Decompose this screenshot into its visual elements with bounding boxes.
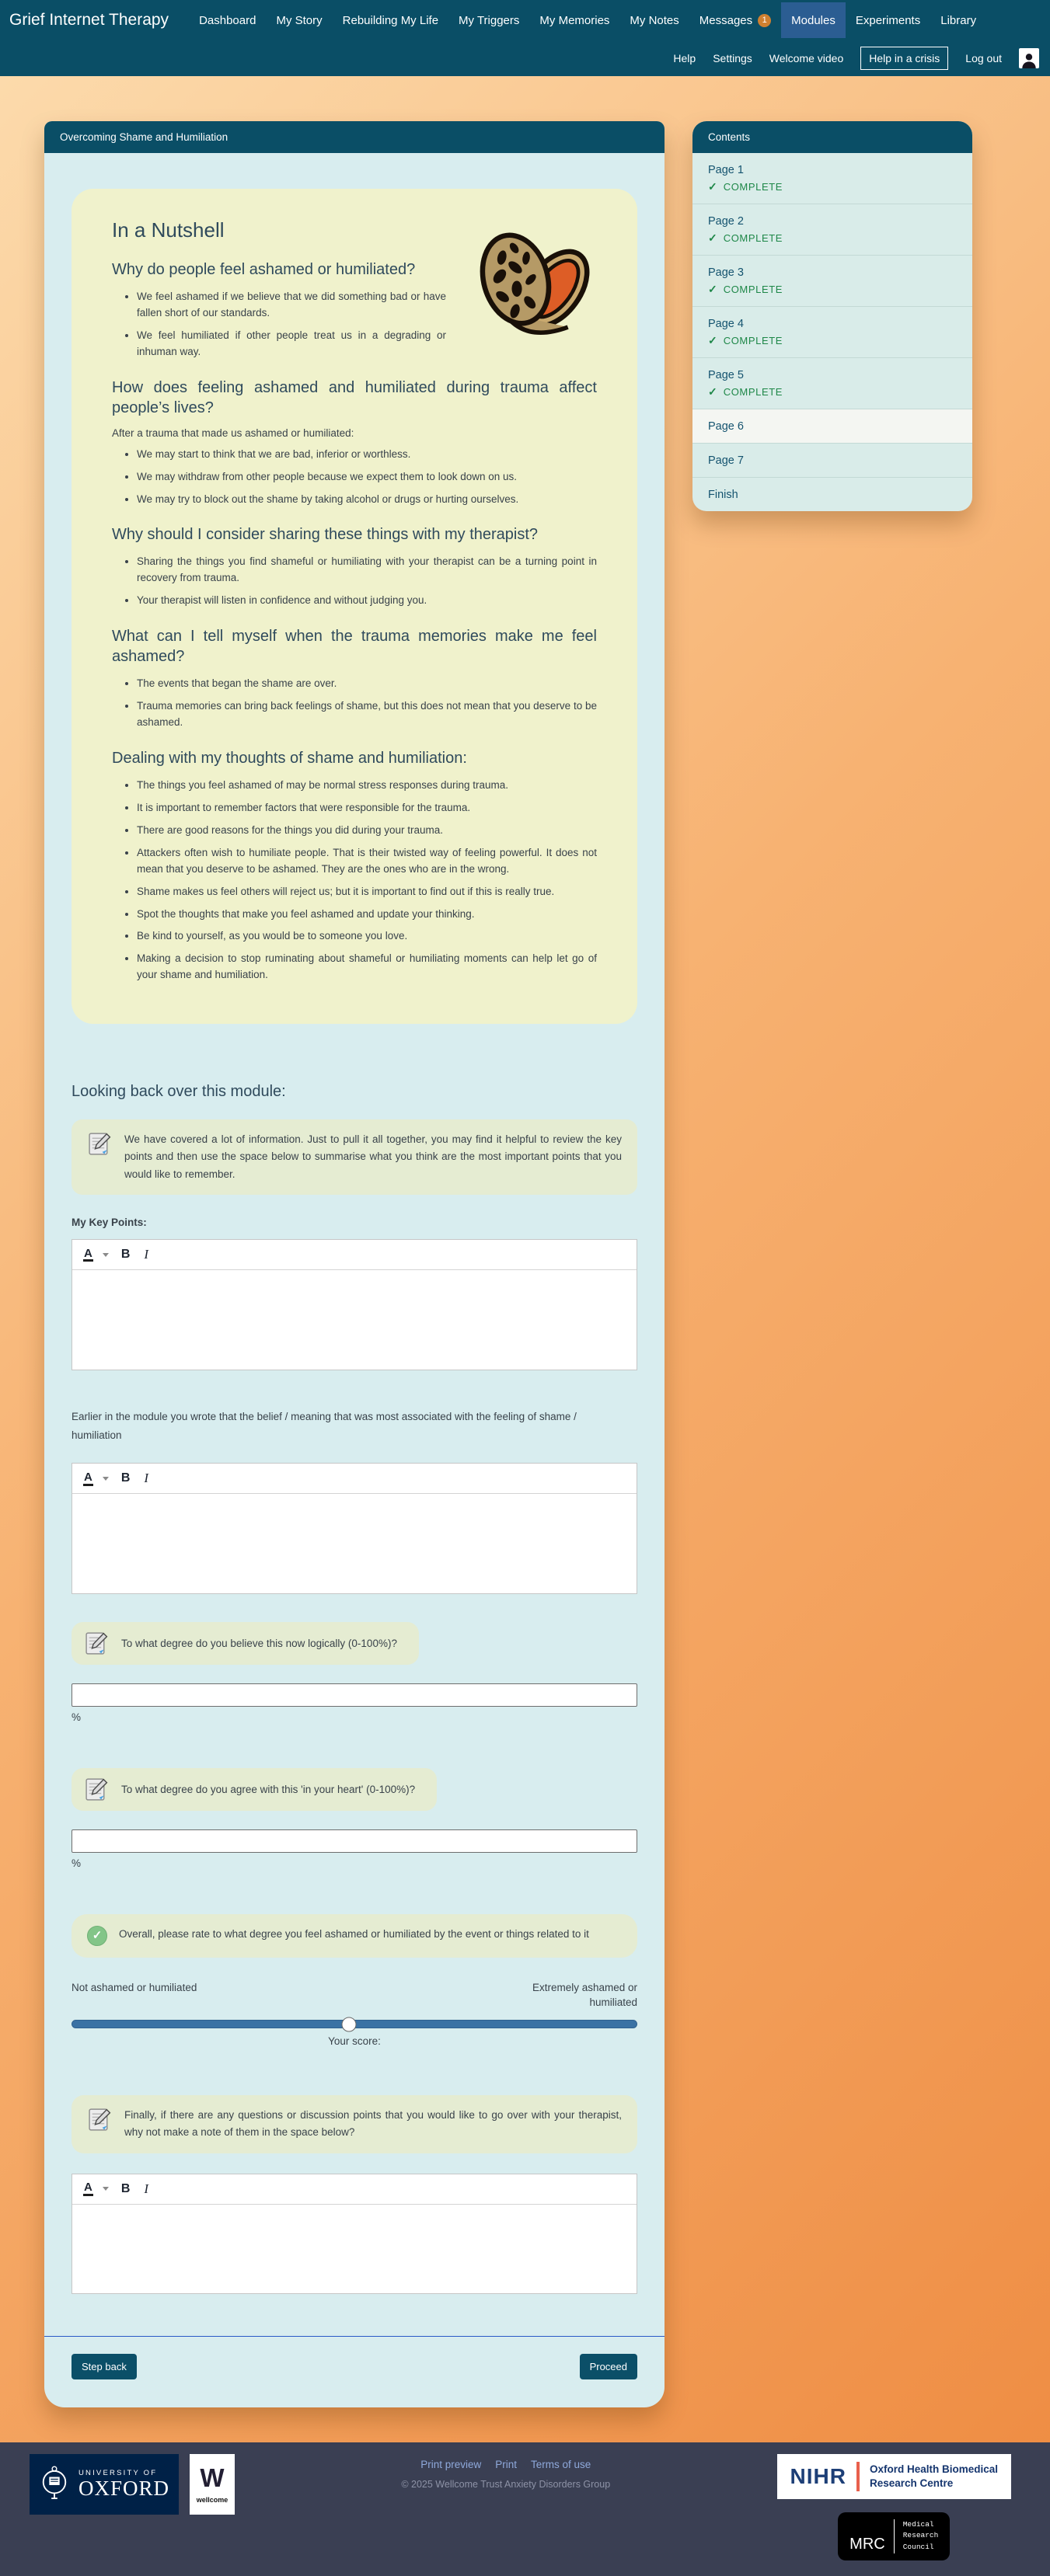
bullet-item: • We feel ashamed if we believe that we did something bad or have fallen short of our standards. xyxy=(137,289,597,322)
footer-links xyxy=(420,2459,591,2470)
bold-button[interactable]: B xyxy=(120,2181,131,2195)
contents-item-page-5[interactable]: Page 5 ✓ COMPLETE xyxy=(692,358,972,409)
bullet-list xyxy=(112,554,597,609)
oxford-crest-icon xyxy=(39,2462,70,2507)
bullet-item: • Shame makes us feel others will reject us; but it is important to find out if this is really true. xyxy=(137,884,597,900)
status-badge: ✓ COMPLETE xyxy=(708,231,783,244)
contents-item-page-6[interactable]: Page 6 xyxy=(692,409,972,444)
logical-question-text: To what degree do you believe this now logically (0-100%)? xyxy=(121,1637,397,1649)
italic-button[interactable]: I xyxy=(144,2181,149,2196)
contents-item-page-1[interactable]: Page 1 ✓ COMPLETE xyxy=(692,153,972,204)
summary-prompt-text: We have covered a lot of information. Just to pull it all together, you may find it helpful to review the key points and then use the space below to summarise what you think are the most important points that you would like to remember. xyxy=(124,1133,622,1180)
bullet-list xyxy=(112,778,597,983)
bold-button[interactable]: B xyxy=(120,1471,131,1485)
bullet-item: • Sharing the things you find shameful or humiliating with your therapist can be a turning point in recovery from trauma. xyxy=(137,554,597,587)
bullet-item: • It is important to remember factors that were responsible for the trauma. xyxy=(137,800,597,816)
nutshell-title: In a Nutshell xyxy=(112,218,225,242)
nav-item-my-triggers[interactable]: My Triggers xyxy=(459,13,520,27)
person-icon xyxy=(1020,51,1038,68)
shame-rating-slider[interactable] xyxy=(72,2020,637,2028)
slider-thumb[interactable] xyxy=(341,2017,356,2031)
bullet-item: • We feel humiliated if other people treat us in a degrading or inhuman way. xyxy=(137,328,597,360)
contents-item-page-4[interactable]: Page 4 ✓ COMPLETE xyxy=(692,307,972,358)
key-points-label: My Key Points: xyxy=(72,1217,147,1228)
discussion-prompt-text: Finally, if there are any questions or discussion points that you would like to go over with your therapist, why not make a note of them in the space below? xyxy=(124,2109,622,2139)
bold-button[interactable]: B xyxy=(120,1248,131,1261)
bullet-item: • Your therapist will listen in confidence and without judging you. xyxy=(137,593,597,609)
review-heading: Looking back over this module: xyxy=(72,1083,286,1101)
logical-percent-input[interactable] xyxy=(72,1683,637,1707)
discussion-prompt-box xyxy=(72,2095,637,2153)
text-color-button[interactable]: A xyxy=(83,1248,93,1262)
status-badge: ✓ COMPLETE xyxy=(708,334,783,346)
check-icon: ✓ xyxy=(708,180,717,193)
heart-question-text: To what degree do you agree with this 'in your heart' (0-100%)? xyxy=(121,1783,416,1795)
score-label: Your score: xyxy=(328,2035,381,2048)
print-preview-link[interactable]: Print preview xyxy=(420,2458,482,2470)
percent-label: % xyxy=(72,1711,82,1724)
status-badge: ✓ COMPLETE xyxy=(708,385,783,398)
in-a-nutshell-panel xyxy=(72,189,637,1024)
note-pencil-icon xyxy=(84,1631,110,1656)
bullet-item: • There are good reasons for the things you did during your trauma. xyxy=(137,823,597,839)
check-circle-icon: ✓ xyxy=(87,1926,107,1946)
status-badge: ✓ COMPLETE xyxy=(708,180,783,193)
nav-item-library[interactable]: Library xyxy=(940,13,977,27)
section-heading: Why do people feel ashamed or humiliated? xyxy=(112,261,416,278)
heart-percent-input[interactable] xyxy=(72,1829,637,1853)
heart-belief-question xyxy=(72,1768,637,1869)
terms-of-use-link[interactable]: Terms of use xyxy=(531,2458,591,2470)
proceed-button[interactable]: Proceed xyxy=(580,2354,637,2379)
card-button-row xyxy=(72,2354,637,2386)
footer-center xyxy=(263,2454,749,2490)
slider-labels xyxy=(72,1981,637,2010)
nav-item-messages[interactable]: Messages 1 xyxy=(699,14,771,27)
site-footer xyxy=(0,2442,1050,2576)
chevron-down-icon[interactable] xyxy=(103,1253,109,1257)
nutshell-illustration xyxy=(466,220,597,343)
nav-link-help-in-a-crisis[interactable]: Help in a crisis xyxy=(860,47,948,70)
user-avatar[interactable] xyxy=(1019,48,1039,68)
rich-text-area[interactable] xyxy=(72,2205,637,2293)
nav-link-welcome-video[interactable]: Welcome video xyxy=(769,52,844,64)
top-navigation xyxy=(0,0,1050,76)
nav-item-rebuilding-my-life[interactable]: Rebuilding My Life xyxy=(342,13,439,27)
contents-title: Contents xyxy=(692,121,972,153)
nav-item-my-notes[interactable]: My Notes xyxy=(630,13,679,27)
shame-rating-slider-group xyxy=(72,1981,637,2047)
contents-item-page-2[interactable]: Page 2 ✓ COMPLETE xyxy=(692,204,972,256)
bullet-item: • The events that began the shame are over. xyxy=(137,676,597,692)
bullet-item: • We may try to block out the shame by taking alcohol or drugs or hurting ourselves. xyxy=(137,492,597,508)
nav-link-help[interactable]: Help xyxy=(673,52,696,64)
bullet-item: • Attackers often wish to humiliate people. That is their twisted way of feeling powerful. It does not mean that you deserve to be ashamed. They are the ones who are in the wrong. xyxy=(137,845,597,878)
nav-link-log-out[interactable]: Log out xyxy=(965,52,1002,64)
editor-toolbar xyxy=(72,2174,637,2205)
bullet-list xyxy=(112,447,597,508)
bullet-item: • Trauma memories can bring back feelings of shame, but this does not mean that you deserve to be ashamed. xyxy=(137,698,597,731)
module-card xyxy=(44,121,665,2407)
section-intro: After a trauma that made us ashamed or humiliated: xyxy=(112,426,354,439)
overall-rating-box xyxy=(72,1914,637,1958)
mrc-divider xyxy=(894,2519,895,2553)
slider-left-label: Not ashamed or humiliated xyxy=(72,1982,197,1994)
slider-right-label: Extremely ashamed or humiliated xyxy=(532,1982,637,2009)
note-pencil-icon xyxy=(87,2107,113,2132)
nav-item-modules[interactable]: Modules xyxy=(781,2,846,38)
contents-item-page-7[interactable]: Page 7 xyxy=(692,444,972,478)
nav-item-my-story[interactable]: My Story xyxy=(276,13,323,27)
check-icon: ✓ xyxy=(708,283,717,295)
wellcome-logo: W wellcome xyxy=(190,2454,235,2515)
step-back-button[interactable]: Step back xyxy=(72,2354,137,2379)
nav-item-experiments[interactable]: Experiments xyxy=(855,13,921,27)
editor-toolbar xyxy=(72,1240,637,1270)
oxford-logo xyxy=(30,2454,179,2515)
bullet-item: • We may start to think that we are bad, inferior or worthless. xyxy=(137,447,597,463)
bullet-item: • The things you feel ashamed of may be normal stress responses during trauma. xyxy=(137,778,597,794)
check-icon: ✓ xyxy=(708,385,717,398)
bullet-item: • Be kind to yourself, as you would be to someone you love. xyxy=(137,928,597,945)
belief-editor xyxy=(72,1463,637,1594)
rich-text-area[interactable] xyxy=(72,1494,637,1593)
nihr-logo-text: Oxford Health Biomedical Research Centre xyxy=(869,2463,998,2489)
section-heading: How does feeling ashamed and humiliated during trauma affect people’s lives? xyxy=(112,378,597,416)
nav-link-settings[interactable]: Settings xyxy=(713,52,752,64)
text-color-button[interactable]: A xyxy=(83,2181,93,2196)
mrc-logo: MRC Medical Research Council xyxy=(838,2512,950,2560)
bullet-item: • We may withdraw from other people because we expect them to look down on us. xyxy=(137,469,597,486)
bullet-item: • Spot the thoughts that make you feel ashamed and update your thinking. xyxy=(137,907,597,923)
logical-question-box xyxy=(72,1622,419,1665)
section-heading: Why should I consider sharing these things with my therapist? xyxy=(112,526,539,544)
contents-sidebar xyxy=(692,121,972,511)
nav-item-my-memories[interactable]: My Memories xyxy=(539,13,610,27)
nav-item-dashboard[interactable]: Dashboard xyxy=(199,13,256,27)
bullet-item: • Making a decision to stop ruminating about shameful or humiliating moments can help let go of your shame and humiliation. xyxy=(137,951,597,983)
footer-logos-right xyxy=(777,2454,1021,2560)
copyright-text: © 2025 Wellcome Trust Anxiety Disorders Group xyxy=(401,2478,611,2490)
percent-label: % xyxy=(72,1857,82,1870)
mrc-logo-text: Medical Research Council xyxy=(902,2519,939,2551)
footer-divider xyxy=(44,2336,665,2337)
brand-title: Grief Internet Therapy xyxy=(9,11,169,29)
messages-badge: 1 xyxy=(758,14,771,27)
overall-rating-text: Overall, please rate to what degree you feel ashamed or humiliated by the event or things related to it xyxy=(119,1928,589,1941)
nihr-logo: NIHR Oxford Health Biomedical Research Centre xyxy=(777,2454,1012,2499)
primary-nav-row xyxy=(0,0,1050,40)
footer-logos-left xyxy=(30,2454,235,2515)
module-body xyxy=(44,153,665,2407)
oxford-logo-text: UNIVERSITY OF OXFORD xyxy=(78,2468,169,2500)
discussion-editor xyxy=(72,2174,637,2294)
main-layout xyxy=(0,76,1050,2442)
note-pencil-icon xyxy=(84,1777,110,1802)
text-color-button[interactable]: A xyxy=(83,1471,93,1486)
nihr-divider xyxy=(856,2462,860,2491)
chevron-down-icon[interactable] xyxy=(103,2187,109,2191)
secondary-nav-row xyxy=(0,40,1050,76)
section-heading: What can I tell myself when the trauma memories make me feel ashamed? xyxy=(112,628,597,666)
summary-prompt-box xyxy=(72,1119,637,1195)
belief-prompt: Earlier in the module you wrote that the belief / meaning that was most associated with the feeling of shame / humiliation xyxy=(72,1411,577,1441)
italic-button[interactable]: I xyxy=(144,1471,149,1486)
rich-text-area[interactable] xyxy=(72,1270,637,1370)
italic-button[interactable]: I xyxy=(144,1247,149,1262)
contents-item-page-3[interactable]: Page 3 ✓ COMPLETE xyxy=(692,256,972,307)
key-points-editor xyxy=(72,1239,637,1370)
heart-question-box xyxy=(72,1768,437,1811)
editor-toolbar xyxy=(72,1464,637,1494)
bullet-list xyxy=(112,676,597,731)
chevron-down-icon[interactable] xyxy=(103,1477,109,1481)
check-icon: ✓ xyxy=(708,231,717,244)
module-title: Overcoming Shame and Humiliation xyxy=(44,121,665,153)
logical-belief-question xyxy=(72,1622,637,1723)
section-heading: Dealing with my thoughts of shame and humiliation: xyxy=(112,749,467,767)
contents-item-finish[interactable]: Finish xyxy=(708,489,738,501)
print-link[interactable]: Print xyxy=(495,2458,517,2470)
status-badge: ✓ COMPLETE xyxy=(708,283,783,295)
check-icon: ✓ xyxy=(708,334,717,346)
note-pencil-icon xyxy=(87,1131,113,1157)
